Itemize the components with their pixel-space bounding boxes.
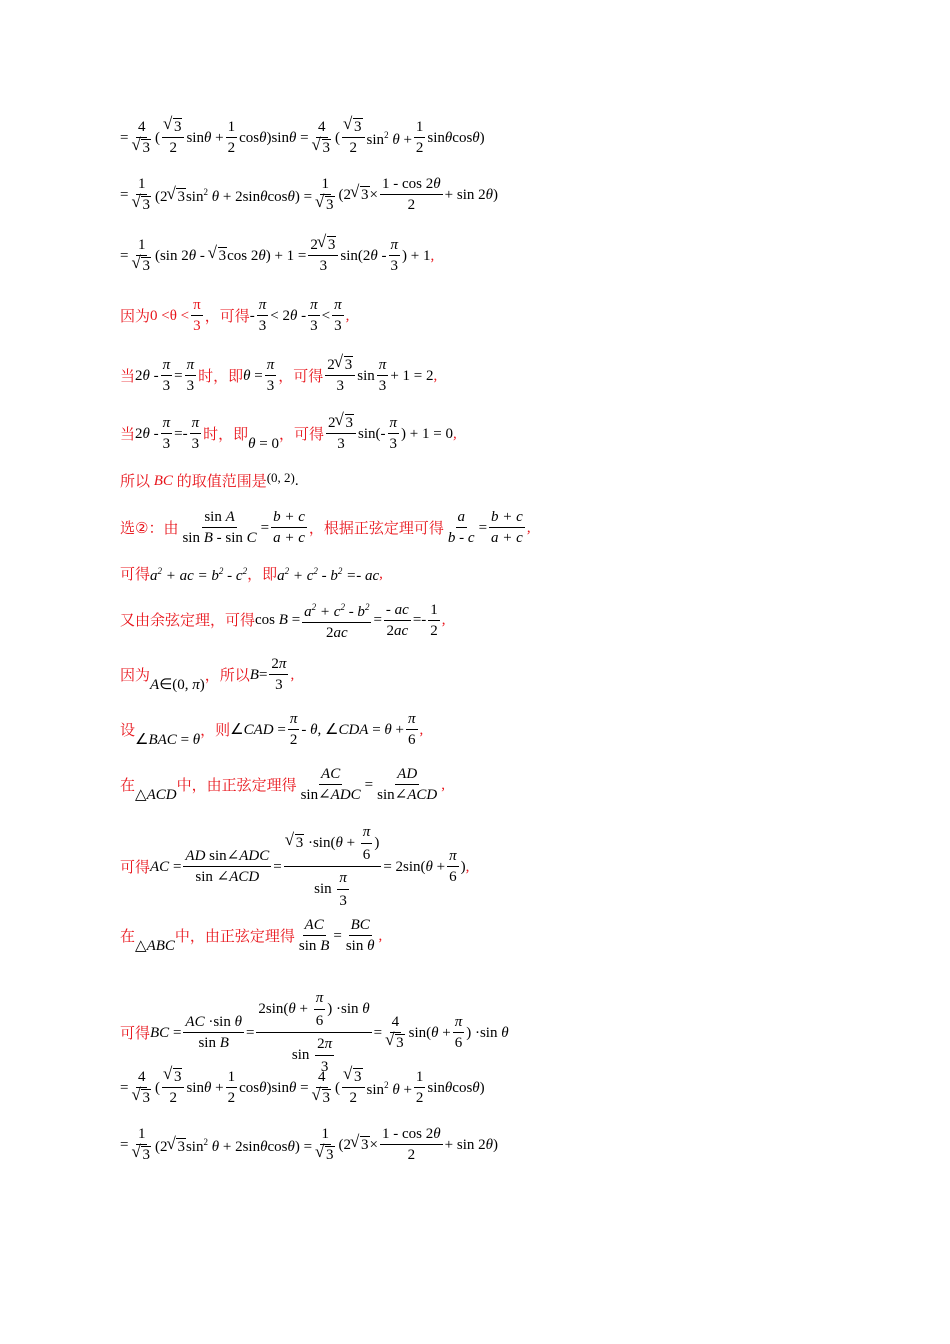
formula-line-16: 可得 BC = $\frac{\text{AC ·sin θ}}{\text{sin B}}$ = 2sin(θ + $\frac{\pi}{6}$ ) ·sin θ sin $\frac{2\pi}{3}$ = 4 √ 3 sin(θ + $\frac{\pi}{6}$ ) ·sin θ [120, 988, 509, 1077]
formula-line-6: 当 2θ - $\frac{\pi}{3}$ =- $\frac{\pi}{3}$ 时，即 θ = 0 ，可得 $\frac{2√ 3}{3}$ sin(- $\frac{\pi}{3}$ ) + 1 = 0 , [120, 414, 457, 453]
formula-line-15: 在 △ABC 中，由正弦定理得 $\frac{AC}{\text{sin B}}$ = $\frac{BC}{\text{sin θ}}$ , [120, 917, 383, 954]
formula-line-17: = 4 √ 3 ( √ $\frac{3}{2}$ sinθ + $\frac{1}{2}$ cosθ)sinθ = 4 √ 3 ( √ $\frac{3}{2}$ $\sin^2 \theta$ + $\frac{1}{2}$ sinθcosθ) [120, 1068, 485, 1107]
formula-line-8: 选②：由 $\frac{\text{sin A}}{\text{sin B - sin C}}$ = $\frac{b + c}{a + c}$ ，根据正弦定理可得 $\frac{a}{b - c}$ = $\frac{b + c}{a + c}$ , [120, 509, 531, 546]
formula-line-11: 因为 A∈(0, π) ，所以 B = $\frac{2\pi}{3}$ , [120, 656, 295, 693]
formula-line-10: 又由余弦定理，可得 cos B = $\frac{a^2 + c^2 - b^2}{2ac}$ = $\frac{- ac}{2ac}$ =- $\frac{1}{2}$ , [120, 598, 446, 642]
formula-line-4: 因为 0 <θ < $\frac{\pi}{3}$ ，可得 - $\frac{\pi}{3}$ < 2θ - $\frac{\pi}{3}$ < $\frac{\pi}{3}$ , [120, 297, 350, 334]
formula-line-13: 在 △ACD 中，由正弦定理得 $\frac{AC}{\text{sin∠ADC}}$ = $\frac{AD}{\text{sin∠ACD}}$ , [120, 766, 445, 803]
formula-line-2: = 1 √ 3 (2√ $3\sin^2$ θ + 2sinθcosθ) = 1 √ 3 (2√ 3× $\frac{1 - \cos 2\theta}{2}$ + sin 2θ) [120, 175, 498, 214]
formula-line-14: 可得 AC = $\frac{\text{AD sin∠ADC}}{\text{sin ∠ACD}}$ = √ 3 ·sin(θ + $\frac{\pi}{6}$ ) sin $\frac{\pi}{3}$ = 2sin(θ + $\frac{\pi}{6}$ ) , [120, 822, 469, 911]
formula-line-18: = 1 √ 3 (2√ $3\sin^2$ θ + 2sinθcosθ) = 1 √ 3 (2√ 3× $\frac{1 - \cos 2\theta}{2}$ + sin 2θ) [120, 1125, 498, 1164]
formula-line-1: = 4 √ 3 ( √ $\frac{3}{2}$ sinθ + $\frac{1}{2}$ cosθ)sinθ = 4 √ 3 ( √ $\frac{3}{2}$ $\sin^2 \theta$ + $\frac{1}{2}$ sinθcosθ) [120, 118, 485, 157]
formula-line-7: 所以 BC 的取值范围是 (0, 2) . [120, 470, 299, 490]
formula-line-5: 当 2θ - $\frac{\pi}{3}$ = $\frac{\pi}{3}$ 时，即 θ = $\frac{\pi}{3}$ ，可得 $\frac{2√ 3}{3}$ sin $\frac{\pi}{3}$ + 1 = 2 , [120, 356, 437, 395]
formula-line-12: 设 ∠BAC = θ ，则 ∠CAD = $\frac{\pi}{2}$ - θ, ∠CDA = θ + $\frac{\pi}{6}$ , [120, 711, 424, 748]
formula-line-9: 可得 $a^2$ + ac = $b^2 - c^2$ ，即 $a^2 + c^2 - b^2$ =- ac , [120, 564, 383, 584]
formula-line-3: = 1 √ 3 (sin 2θ - √ 3cos 2θ) + 1 = $\frac{2√ 3}{3}$ sin(2θ - $\frac{\pi}{3}$ ) + 1, [120, 236, 434, 275]
